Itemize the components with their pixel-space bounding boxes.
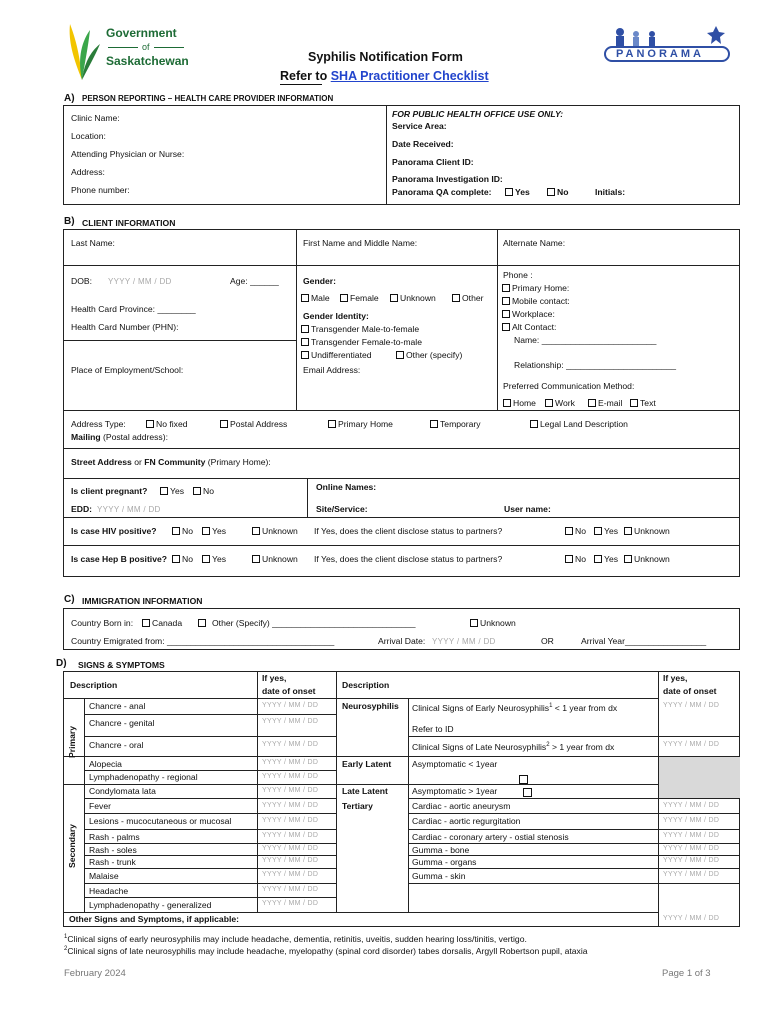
hiv-unknown-label: Unknown: [262, 526, 298, 536]
email-comm-checkbox[interactable]: [588, 399, 596, 407]
other-gender-checkbox[interactable]: [452, 294, 460, 302]
hepb-no-checkbox[interactable]: [172, 555, 180, 563]
qa-complete-label: Panorama QA complete:: [392, 187, 492, 197]
footnote-2-text: Clinical signs of late neurosyphilis may include headache, myelopathy (spinal cord disorder) tabes dorsalis, Argyll Robertson pupil, ataxia: [67, 945, 588, 956]
footnote-2-marker: 2: [64, 946, 68, 952]
qa-no-label: No: [557, 187, 569, 197]
symptom-row: Lymphadenopathy - regional: [89, 772, 198, 782]
emigrated-field[interactable]: Country Emigrated from: ___________________________________: [71, 636, 335, 646]
primary-home-phone-checkbox[interactable]: [502, 284, 510, 292]
onset-date-field[interactable]: YYYY / MM / DD: [262, 759, 319, 766]
legal-land-label: Legal Land Description: [540, 419, 628, 429]
age-label: Age: ______: [230, 276, 279, 286]
initials-label: Initials:: [595, 187, 626, 197]
hiv-disclose-unknown-checkbox[interactable]: [624, 527, 632, 535]
site-service-label: Site/Service:: [316, 504, 368, 514]
pregnant-yes-label: Yes: [170, 486, 185, 496]
symptom-row: Chancre - anal: [89, 701, 146, 711]
work-comm-checkbox[interactable]: [545, 399, 553, 407]
gov-logo-line2: of: [142, 42, 150, 52]
dob-field[interactable]: YYYY / MM / DD: [108, 277, 172, 286]
hiv-yes-label: Yes: [212, 526, 227, 536]
health-card-number-label: Health Card Number (PHN):: [71, 322, 179, 332]
other-signs-label: Other Signs and Symptoms, if applicable:: [69, 914, 239, 924]
hiv-no-checkbox[interactable]: [172, 527, 180, 535]
other-specify-label: Other (specify): [406, 350, 463, 360]
edd-label: EDD:: [71, 504, 93, 514]
col-description-left: Description: [70, 680, 118, 690]
onset-date-field[interactable]: YYYY / MM / DD: [262, 871, 319, 878]
col-ifyes-right: If yes,: [663, 673, 688, 683]
hepb-disclose-no-checkbox[interactable]: [565, 555, 573, 563]
tertiary-row: Cardiac - coronary artery - ostial stenosis: [412, 832, 569, 842]
tertiary-label: Tertiary: [342, 801, 373, 811]
arrival-date-field[interactable]: YYYY / MM / DD: [432, 637, 496, 646]
undifferentiated-checkbox[interactable]: [301, 351, 309, 359]
onset-date-field[interactable]: YYYY / MM / DD: [663, 871, 720, 878]
hiv-disclose-no-label: No: [575, 526, 586, 536]
phone-heading: Phone :: [503, 270, 533, 280]
mobile-contact-label: Mobile contact:: [512, 296, 570, 306]
unknown-gender-checkbox[interactable]: [390, 294, 398, 302]
footer-date: February 2024: [64, 968, 126, 979]
temporary-checkbox[interactable]: [430, 420, 438, 428]
hepb-disclose-unknown-checkbox[interactable]: [624, 555, 632, 563]
panorama-logo-text: PANORAMA: [616, 48, 704, 60]
form-subtitle: [280, 69, 489, 83]
tertiary-row: Gumma - skin: [412, 871, 466, 881]
onset-date-field[interactable]: YYYY / MM / DD: [262, 802, 319, 809]
sha-checklist-link[interactable]: SHA Practitioner Checklist: [330, 69, 489, 83]
tertiary-row: Gumma - organs: [412, 857, 477, 867]
primary-label: Primary: [67, 725, 77, 758]
onset-date-field[interactable]: YYYY / MM / DD: [663, 915, 720, 922]
shaded-cell: [658, 756, 740, 798]
health-card-province-label: Health Card Province: ________: [71, 304, 196, 314]
late-latent-label: Late Latent: [342, 786, 388, 796]
email-comm-label: E-mail: [598, 398, 623, 408]
onset-date-field[interactable]: YYYY / MM / DD: [262, 787, 319, 794]
footnote-1: [64, 932, 527, 945]
symptom-row: Chancre - oral: [89, 740, 144, 750]
footnote-1-marker: 1: [64, 934, 68, 940]
section-a-heading: PERSON REPORTING – HEALTH CARE PROVIDER INFORMATION: [82, 94, 334, 103]
onset-date-field[interactable]: YYYY / MM / DD: [262, 832, 319, 839]
hiv-disclose-no-checkbox[interactable]: [565, 527, 573, 535]
hepb-label: Is case Hep B positive?: [71, 554, 167, 564]
hepb-no-label: No: [182, 554, 193, 564]
symptom-row: Rash - palms: [89, 832, 140, 842]
no-fixed-checkbox[interactable]: [146, 420, 154, 428]
date-received-label: Date Received:: [392, 139, 454, 149]
onset-date-field[interactable]: YYYY / MM / DD: [262, 857, 319, 864]
arrival-date-label: Arrival Date:: [378, 636, 426, 646]
tertiary-row: Cardiac - aortic regurgitation: [412, 816, 521, 826]
alt-contact-checkbox[interactable]: [502, 323, 510, 331]
no-fixed-label: No fixed: [156, 419, 188, 429]
hepb-disclose-no-label: No: [575, 554, 586, 564]
work-comm-label: Work: [555, 398, 575, 408]
symptom-row: Lesions - mucocutaneous or mucosal: [89, 816, 232, 826]
symptom-row: Headache: [89, 886, 129, 896]
section-b-letter: B): [64, 216, 75, 227]
country-born-label: Country Born in:: [71, 618, 134, 628]
home-comm-label: Home: [513, 398, 536, 408]
hepb-disclose-yes-label: Yes: [604, 554, 619, 564]
trans-fm-label: Transgender Female-to-male: [311, 337, 422, 347]
hiv-yes-checkbox[interactable]: [202, 527, 210, 535]
gender-identity-label: Gender Identity:: [303, 311, 369, 321]
service-area-label: Service Area:: [392, 121, 447, 131]
panorama-logo: [604, 24, 734, 66]
qa-yes-label: Yes: [515, 187, 530, 197]
section-d-heading: SIGNS & SYMPTOMS: [78, 660, 165, 670]
pregnant-label: Is client pregnant?: [71, 486, 148, 496]
first-name-label: First Name and Middle Name:: [303, 238, 418, 248]
country-unknown-checkbox[interactable]: [470, 619, 478, 627]
col-onset-right: date of onset: [663, 686, 717, 696]
postal-address-checkbox[interactable]: [220, 420, 228, 428]
arrival-or-label: OR: [541, 636, 554, 646]
symptom-row: Alopecia: [89, 759, 122, 769]
pregnant-no-label: No: [203, 486, 214, 496]
hiv-label: Is case HIV positive?: [71, 526, 157, 536]
onset-date-field[interactable]: YYYY / MM / DD: [663, 817, 720, 824]
phone-label: Phone number:: [71, 185, 130, 195]
hiv-disclose-yes-checkbox[interactable]: [594, 527, 602, 535]
col-onset-left: date of onset: [262, 686, 316, 696]
onset-date-field[interactable]: YYYY / MM / DD: [262, 702, 319, 709]
symptom-row: Malaise: [89, 871, 119, 881]
hepb-unknown-checkbox[interactable]: [252, 555, 260, 563]
onset-date-field[interactable]: YYYY / MM / DD: [262, 741, 319, 748]
late-neuro-tail: > 1 year from dx: [549, 741, 615, 752]
trans-mf-checkbox[interactable]: [301, 325, 309, 333]
hepb-unknown-label: Unknown: [262, 554, 298, 564]
pregnant-yes-checkbox[interactable]: [160, 487, 168, 495]
mailing-label: [71, 432, 168, 443]
male-label: Male: [311, 293, 330, 303]
relationship-field[interactable]: Relationship: _______________________: [514, 360, 676, 370]
address-type-label: Address Type:: [71, 419, 126, 429]
gender-label: Gender:: [303, 276, 336, 286]
asym-gt-checkbox[interactable]: [523, 788, 532, 797]
dob-label: DOB:: [71, 276, 93, 286]
other-country-label: Other (Specify) ______________________________: [212, 618, 416, 628]
onset-date-field[interactable]: YYYY / MM / DD: [262, 773, 319, 780]
edd-field[interactable]: YYYY / MM / DD: [97, 505, 161, 514]
female-label: Female: [350, 293, 379, 303]
symptoms-table: [63, 671, 740, 927]
qa-yes-checkbox[interactable]: [505, 188, 513, 196]
street-or: or: [134, 457, 142, 467]
canada-checkbox[interactable]: [142, 619, 150, 627]
asym-lt-checkbox[interactable]: [519, 775, 528, 784]
hiv-disclose-unknown-label: Unknown: [634, 526, 670, 536]
mobile-contact-checkbox[interactable]: [502, 297, 510, 305]
late-neuro-text: Clinical Signs of Late Neurosyphilis: [412, 741, 547, 752]
footnote-1-text: Clinical signs of early neurosyphilis may include headache, dementia, retinitis, uveitis, sudden hearing loss/tinitis, vertigo.: [67, 933, 527, 944]
primary-home-address-checkbox[interactable]: [328, 420, 336, 428]
early-neuro-row: [412, 701, 617, 714]
fn-community-bold: FN Community: [144, 457, 206, 467]
unknown-gender-label: Unknown: [400, 293, 436, 303]
office-use-heading: FOR PUBLIC HEALTH OFFICE USE ONLY:: [392, 109, 564, 119]
symptom-row: Lymphadenopathy - generalized: [89, 900, 212, 910]
symptom-row: Chancre - genital: [89, 718, 155, 728]
tertiary-row: Gumma - bone: [412, 845, 470, 855]
refer-id-label: Refer to ID: [412, 724, 454, 734]
early-neuro-text: Clinical Signs of Early Neurosyphilis: [412, 702, 550, 713]
symptom-row: Rash - trunk: [89, 857, 136, 867]
preferred-comm-label: Preferred Communication Method:: [503, 381, 635, 391]
primary-home-address-label: Primary Home: [338, 419, 393, 429]
alternate-name-label: Alternate Name:: [503, 238, 566, 248]
other-country-checkbox[interactable]: [198, 619, 206, 627]
temporary-label: Temporary: [440, 419, 481, 429]
onset-date-field[interactable]: YYYY / MM / DD: [262, 900, 319, 907]
onset-date-field[interactable]: YYYY / MM / DD: [262, 886, 319, 893]
footnote-2-ref: 2: [546, 742, 550, 748]
text-comm-checkbox[interactable]: [630, 399, 638, 407]
trans-fm-checkbox[interactable]: [301, 338, 309, 346]
onset-date-field[interactable]: YYYY / MM / DD: [262, 845, 319, 852]
symptom-row: Fever: [89, 801, 111, 811]
canada-label: Canada: [152, 618, 183, 628]
onset-date-field[interactable]: YYYY / MM / DD: [262, 718, 319, 725]
hepb-disclose-label: If Yes, does the client disclose status to partners?: [314, 554, 503, 564]
home-comm-checkbox[interactable]: [503, 399, 511, 407]
text-comm-label: Text: [640, 398, 656, 408]
symptom-row: Condylomata lata: [89, 786, 156, 796]
hiv-disclose-label: If Yes, does the client disclose status to partners?: [314, 526, 503, 536]
client-id-label: Panorama Client ID:: [392, 157, 474, 167]
place-employment-label: Place of Employment/School:: [71, 365, 184, 375]
undifferentiated-label: Undifferentiated: [311, 350, 372, 360]
location-label: Location:: [71, 131, 106, 141]
other-specify-checkbox[interactable]: [396, 351, 404, 359]
last-name-label: Last Name:: [71, 238, 115, 248]
postal-address-label: Postal Address: [230, 419, 288, 429]
onset-date-field[interactable]: YYYY / MM / DD: [663, 857, 720, 864]
legal-land-checkbox[interactable]: [530, 420, 538, 428]
address-label: Address:: [71, 167, 105, 177]
gov-logo-line3: Saskatchewan: [106, 54, 189, 68]
early-latent-label: Early Latent: [342, 759, 392, 769]
onset-date-field[interactable]: YYYY / MM / DD: [262, 817, 319, 824]
postal-paren: (Postal address):: [103, 432, 168, 442]
alt-contact-name-field[interactable]: Name: ________________________: [514, 335, 657, 345]
neurosyphilis-label: Neurosyphilis: [342, 701, 399, 711]
late-neuro-row: [412, 740, 614, 753]
government-logo: [60, 20, 200, 82]
onset-date-field[interactable]: YYYY / MM / DD: [663, 741, 720, 748]
qa-no-checkbox[interactable]: [547, 188, 555, 196]
section-c-heading: IMMIGRATION INFORMATION: [82, 596, 203, 606]
mailing-bold: Mailing: [71, 432, 101, 442]
footnote-1-ref: 1: [549, 703, 553, 709]
pregnant-no-checkbox[interactable]: [193, 487, 201, 495]
asym-gt-label: Asymptomatic > 1year: [412, 786, 498, 796]
physician-label: Attending Physician or Nurse:: [71, 149, 185, 159]
other-gender-label: Other: [462, 293, 484, 303]
gov-logo-line1: Government: [106, 26, 177, 40]
symptom-row: Rash - soles: [89, 845, 137, 855]
wheat-logo-icon: [60, 20, 104, 82]
user-name-label: User name:: [504, 504, 551, 514]
col-ifyes-left: If yes,: [262, 673, 287, 683]
early-neuro-tail: < 1 year from dx: [552, 702, 618, 713]
hiv-no-label: No: [182, 526, 193, 536]
hiv-unknown-checkbox[interactable]: [252, 527, 260, 535]
male-checkbox[interactable]: [301, 294, 309, 302]
primary-home-phone-label: Primary Home:: [512, 283, 570, 293]
workplace-checkbox[interactable]: [502, 310, 510, 318]
page-number: Page 1 of 3: [662, 968, 711, 979]
asym-lt-label: Asymptomatic < 1year: [412, 759, 498, 769]
street-address-label: [71, 457, 271, 468]
alt-contact-label: Alt Contact:: [512, 322, 557, 332]
footnote-2: [64, 944, 588, 957]
onset-date-field[interactable]: YYYY / MM / DD: [663, 832, 720, 839]
investigation-id-label: Panorama Investigation ID:: [392, 174, 503, 184]
onset-date-field[interactable]: YYYY / MM / DD: [663, 845, 720, 852]
female-checkbox[interactable]: [340, 294, 348, 302]
hepb-yes-checkbox[interactable]: [202, 555, 210, 563]
email-address-label: Email Address:: [303, 365, 361, 375]
section-b-heading: CLIENT INFORMATION: [82, 218, 176, 228]
people-icon: [608, 24, 728, 48]
primary-home-paren: (Primary Home):: [207, 457, 271, 467]
onset-date-field[interactable]: YYYY / MM / DD: [663, 802, 720, 809]
hiv-disclose-yes-label: Yes: [604, 526, 619, 536]
secondary-label: Secondary: [67, 824, 77, 868]
section-d-letter: D): [56, 658, 67, 669]
arrival-year-field[interactable]: Arrival Year_________________: [581, 636, 707, 646]
section-c-letter: C): [64, 594, 75, 605]
workplace-label: Workplace:: [512, 309, 555, 319]
tertiary-row: Cardiac - aortic aneurysm: [412, 801, 511, 811]
subtitle-prefix: Refer to: [280, 69, 331, 83]
col-description-right: Description: [342, 680, 390, 690]
online-names-label: Online Names:: [316, 482, 377, 492]
hepb-yes-label: Yes: [212, 554, 227, 564]
country-unknown-label: Unknown: [480, 618, 516, 628]
onset-date-field[interactable]: YYYY / MM / DD: [663, 702, 720, 709]
street-address-bold: Street Address: [71, 457, 132, 467]
hepb-disclose-unknown-label: Unknown: [634, 554, 670, 564]
hepb-disclose-yes-checkbox[interactable]: [594, 555, 602, 563]
trans-mf-label: Transgender Male-to-female: [311, 324, 420, 334]
clinic-name-label: Clinic Name:: [71, 113, 120, 123]
form-title: Syphilis Notification Form: [308, 50, 463, 64]
section-a-letter: A): [64, 93, 75, 104]
